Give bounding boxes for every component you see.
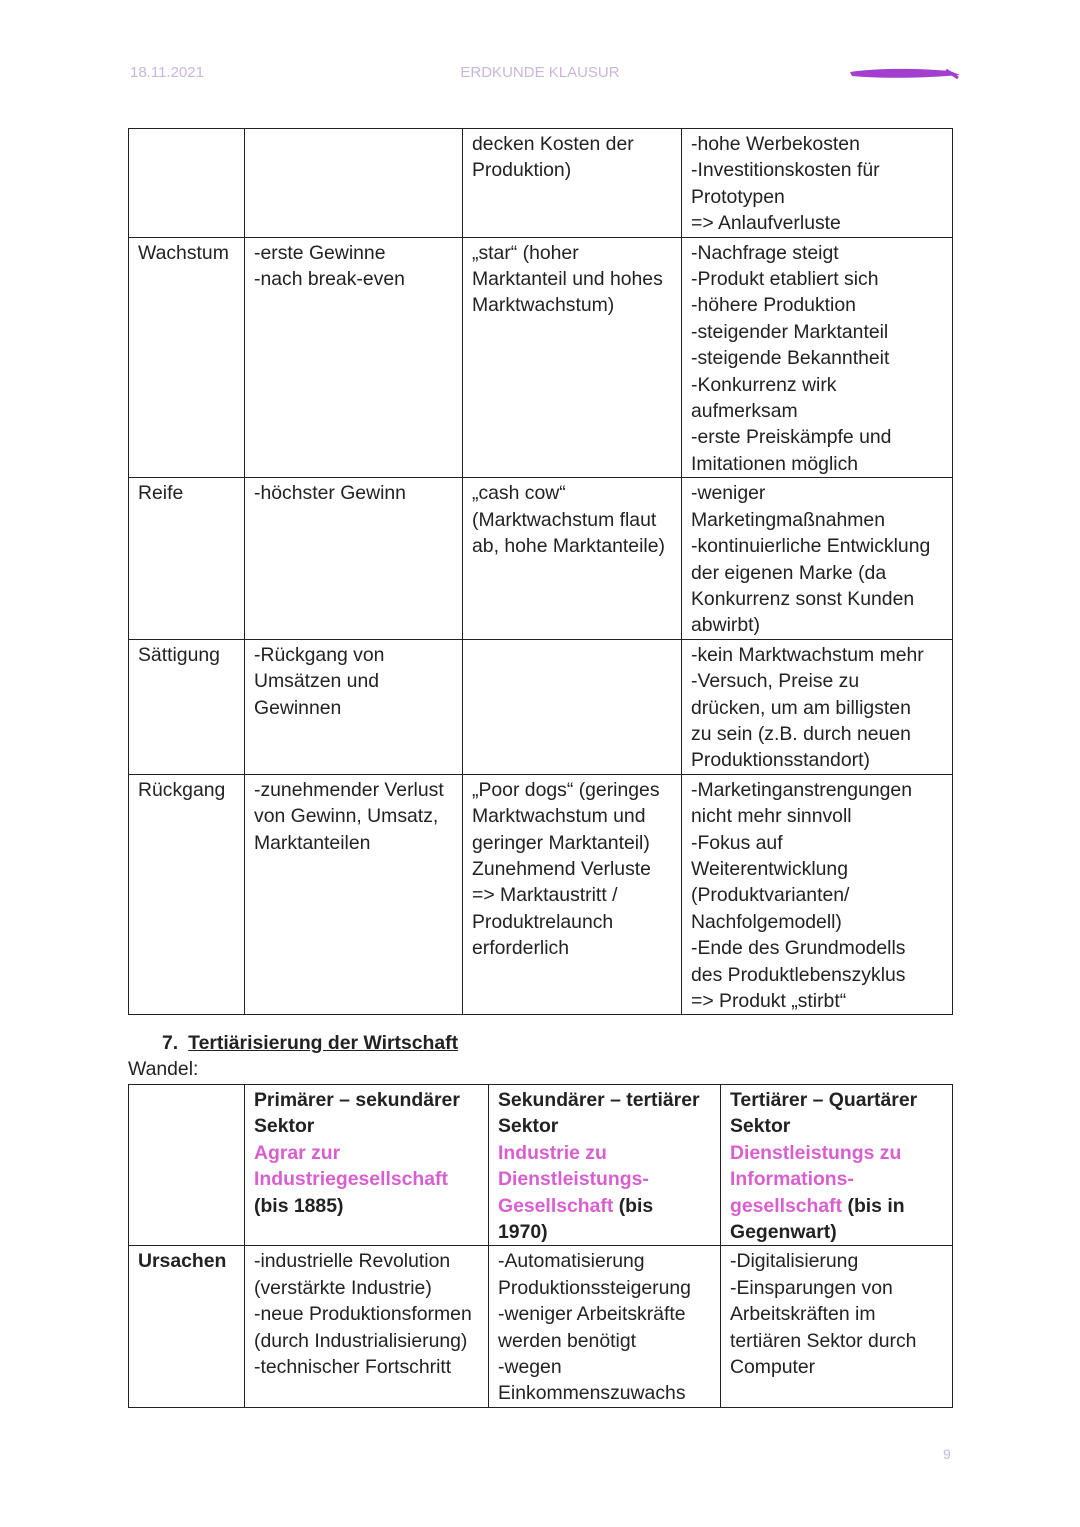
gewinn-line: Marktanteilen bbox=[254, 831, 371, 854]
bcg-line: geringer Marktanteil) bbox=[472, 831, 650, 854]
merkmale-line: -Fokus auf bbox=[691, 831, 783, 854]
sector-period: 1970) bbox=[498, 1221, 548, 1244]
bcg-line: ab, hohe Marktanteile) bbox=[472, 535, 665, 558]
sector-title-line: Sektor bbox=[498, 1115, 559, 1138]
merkmale-line: (Produktvarianten/ bbox=[691, 884, 850, 907]
merkmale-line: Imitationen möglich bbox=[691, 452, 859, 475]
ursachen-line: -neue Produktionsformen bbox=[254, 1303, 472, 1326]
redacted-name-scribble bbox=[846, 66, 962, 82]
gewinn-line: -zunehmender Verlust bbox=[254, 778, 444, 801]
merkmale-line: zu sein (z.B. durch neuen bbox=[691, 722, 911, 745]
page-number: 9 bbox=[943, 1446, 951, 1462]
section-title: Tertiärisierung der Wirtschaft bbox=[188, 1032, 459, 1054]
merkmale-line: -kontinuierliche Entwicklung bbox=[691, 535, 931, 558]
merkmale-line: -erste Preiskämpfe und bbox=[691, 426, 892, 449]
bcg-line: Marktwachstum) bbox=[472, 294, 615, 317]
table-row bbox=[129, 1246, 953, 1407]
ursachen-line: tertiären Sektor durch bbox=[730, 1329, 917, 1352]
table-row bbox=[129, 237, 953, 478]
ursachen-line: -industrielle Revolution bbox=[254, 1250, 451, 1273]
bcg-line: (Marktwachstum flaut bbox=[472, 508, 657, 531]
merkmale-line: -steigender Marktanteil bbox=[691, 320, 889, 343]
sector-period: (bis 1885) bbox=[254, 1194, 344, 1217]
sector-title-line: Sektor bbox=[730, 1115, 791, 1138]
phase-label: Reife bbox=[138, 482, 184, 505]
table-row bbox=[129, 774, 953, 1015]
gewinn-line: von Gewinn, Umsatz, bbox=[254, 805, 439, 828]
phase-cell bbox=[129, 237, 245, 478]
sector-transition-line: Informations- bbox=[730, 1168, 854, 1191]
product-lifecycle-table bbox=[128, 128, 953, 1015]
sector-period: (bis in bbox=[842, 1194, 905, 1217]
ursachen-line: Produktionssteigerung bbox=[498, 1276, 691, 1299]
ursachen-line: Computer bbox=[730, 1356, 816, 1379]
sector-transition-line: Industriegesellschaft bbox=[254, 1168, 448, 1191]
gewinn-line: Umsätzen und bbox=[254, 670, 380, 693]
sector-period-line bbox=[498, 1193, 711, 1219]
merkmale-line: Weiterentwicklung bbox=[691, 857, 848, 880]
merkmale-line: -Ende des Grundmodells bbox=[691, 937, 906, 960]
merkmale-line: drücken, um am billigsten bbox=[691, 696, 911, 719]
bcg-cell bbox=[463, 129, 682, 238]
gewinn-cell bbox=[245, 639, 463, 774]
ursachen-line: (durch Industrialisierung) bbox=[254, 1329, 468, 1352]
phase-label: Wachstum bbox=[138, 241, 229, 264]
bcg-line: „Poor dogs“ (geringes bbox=[472, 778, 660, 801]
bcg-line: decken Kosten der bbox=[472, 133, 634, 155]
ursachen-line: -wegen bbox=[498, 1356, 562, 1379]
merkmale-line: Nachfolgemodell) bbox=[691, 910, 842, 933]
merkmale-cell bbox=[682, 237, 953, 478]
sector-title-line: Sekundärer – tertiärer bbox=[498, 1089, 700, 1111]
merkmale-cell bbox=[682, 478, 953, 639]
merkmale-line: Prototypen bbox=[691, 185, 785, 208]
wandel-label: Wandel: bbox=[128, 1058, 199, 1080]
sector-transition-line: Dienstleistungs zu bbox=[730, 1141, 902, 1164]
sector-title-line: Sektor bbox=[254, 1115, 315, 1138]
sector-title-line: Tertiärer – Quartärer bbox=[730, 1089, 918, 1111]
merkmale-line: => Anlaufverluste bbox=[691, 212, 841, 235]
merkmale-line: -Produkt etabliert sich bbox=[691, 268, 879, 291]
table-row bbox=[129, 478, 953, 639]
bcg-line: erforderlich bbox=[472, 937, 569, 960]
bcg-cell bbox=[463, 237, 682, 478]
merkmale-line: Marketingmaßnahmen bbox=[691, 508, 885, 531]
ursachen-line: (verstärkte Industrie) bbox=[254, 1276, 432, 1299]
sector-transition-tail: gesellschaft bbox=[730, 1194, 843, 1217]
sector-transition-tail: Gesellschaft bbox=[498, 1194, 614, 1217]
phase-label: Rückgang bbox=[138, 778, 226, 801]
phase-cell bbox=[129, 129, 245, 238]
bcg-line: „star“ (hoher bbox=[472, 241, 579, 264]
bcg-cell bbox=[463, 774, 682, 1015]
gewinn-line: -erste Gewinne bbox=[254, 241, 386, 264]
gewinn-line: -Rückgang von bbox=[254, 643, 385, 666]
table-row bbox=[129, 129, 953, 238]
merkmale-line: -Marketinganstrengungen bbox=[691, 778, 912, 801]
sector-transition-line: Industrie zu bbox=[498, 1141, 607, 1164]
merkmale-line: -Versuch, Preise zu bbox=[691, 670, 860, 693]
phase-label: Sättigung bbox=[138, 643, 220, 666]
phase-cell bbox=[129, 478, 245, 639]
sector-period: Gegenwart) bbox=[730, 1221, 837, 1244]
ursachen-line: -Digitalisierung bbox=[730, 1250, 859, 1273]
bcg-cell bbox=[463, 639, 682, 774]
merkmale-cell bbox=[682, 774, 953, 1015]
header-title: ERDKUNDE KLAUSUR bbox=[460, 64, 620, 81]
gewinn-line: Gewinnen bbox=[254, 696, 342, 719]
gewinn-line: -nach break-even bbox=[254, 268, 405, 291]
merkmale-line: nicht mehr sinnvoll bbox=[691, 805, 852, 828]
ursachen-line: Arbeitskräften im bbox=[730, 1303, 876, 1326]
ursachen-cell bbox=[721, 1246, 953, 1407]
gewinn-line: -höchster Gewinn bbox=[254, 482, 406, 505]
table-row bbox=[129, 639, 953, 774]
bcg-line: Produktion) bbox=[472, 159, 572, 182]
bcg-line: „cash cow“ bbox=[472, 482, 566, 505]
ursachen-line: werden benötigt bbox=[498, 1329, 636, 1352]
sector-transition-line: Agrar zur bbox=[254, 1141, 341, 1164]
sector-change-table bbox=[128, 1084, 953, 1408]
merkmale-cell bbox=[682, 129, 953, 238]
bcg-line: Zunehmend Verluste bbox=[472, 857, 651, 880]
gewinn-cell bbox=[245, 478, 463, 639]
merkmale-line: der eigenen Marke (da bbox=[691, 561, 887, 584]
merkmale-line: -steigende Bekanntheit bbox=[691, 347, 890, 370]
merkmale-line: Konkurrenz sonst Kunden bbox=[691, 587, 915, 610]
merkmale-line: abwirbt) bbox=[691, 614, 760, 637]
ursachen-label: Ursachen bbox=[138, 1250, 227, 1273]
merkmale-line: -hohe Werbekosten bbox=[691, 133, 860, 155]
ursachen-line: -technischer Fortschritt bbox=[254, 1356, 452, 1379]
phase-cell bbox=[129, 774, 245, 1015]
sector-header-cell bbox=[489, 1085, 721, 1246]
bcg-line: Produktrelaunch bbox=[472, 910, 614, 933]
merkmale-cell bbox=[682, 639, 953, 774]
sector-period: (bis bbox=[613, 1194, 654, 1217]
sector-header-cell bbox=[721, 1085, 953, 1246]
merkmale-line: -Investitionskosten für bbox=[691, 159, 880, 182]
merkmale-line: -Konkurrenz wirk bbox=[691, 373, 837, 396]
gewinn-cell bbox=[245, 774, 463, 1015]
sector-header-cell bbox=[245, 1085, 489, 1246]
section-number: 7. bbox=[162, 1032, 179, 1054]
merkmale-line: Produktionsstandort) bbox=[691, 749, 870, 772]
merkmale-line: des Produktlebenszyklus bbox=[691, 963, 906, 986]
bcg-line: Marktwachstum und bbox=[472, 805, 646, 828]
section-heading bbox=[162, 1032, 458, 1055]
merkmale-line: -Nachfrage steigt bbox=[691, 241, 839, 264]
merkmale-line: aufmerksam bbox=[691, 400, 798, 423]
empty-corner-cell bbox=[129, 1085, 245, 1246]
merkmale-line: => Produkt „stirbt“ bbox=[691, 990, 847, 1012]
phase-cell bbox=[129, 639, 245, 774]
ursachen-line: Einkommenszuwachs bbox=[498, 1382, 686, 1405]
header-date: 18.11.2021 bbox=[130, 64, 204, 81]
ursachen-label-cell bbox=[129, 1246, 245, 1407]
bcg-cell bbox=[463, 478, 682, 639]
sector-transition-line: Dienstleistungs- bbox=[498, 1168, 649, 1191]
ursachen-line: -Automatisierung bbox=[498, 1250, 645, 1273]
table-header-row bbox=[129, 1085, 953, 1246]
gewinn-cell bbox=[245, 237, 463, 478]
merkmale-line: -kein Marktwachstum mehr bbox=[691, 643, 924, 666]
ursachen-line: -Einsparungen von bbox=[730, 1276, 893, 1299]
sector-title-line: Primärer – sekundärer bbox=[254, 1089, 460, 1111]
ursachen-cell bbox=[245, 1246, 489, 1407]
ursachen-cell bbox=[489, 1246, 721, 1407]
bcg-line: => Marktaustritt / bbox=[472, 884, 618, 907]
gewinn-cell bbox=[245, 129, 463, 238]
sector-period-line bbox=[730, 1193, 943, 1219]
merkmale-line: -weniger bbox=[691, 482, 766, 505]
bcg-line: Marktanteil und hohes bbox=[472, 268, 663, 291]
ursachen-line: -weniger Arbeitskräfte bbox=[498, 1303, 686, 1326]
merkmale-line: -höhere Produktion bbox=[691, 294, 856, 317]
